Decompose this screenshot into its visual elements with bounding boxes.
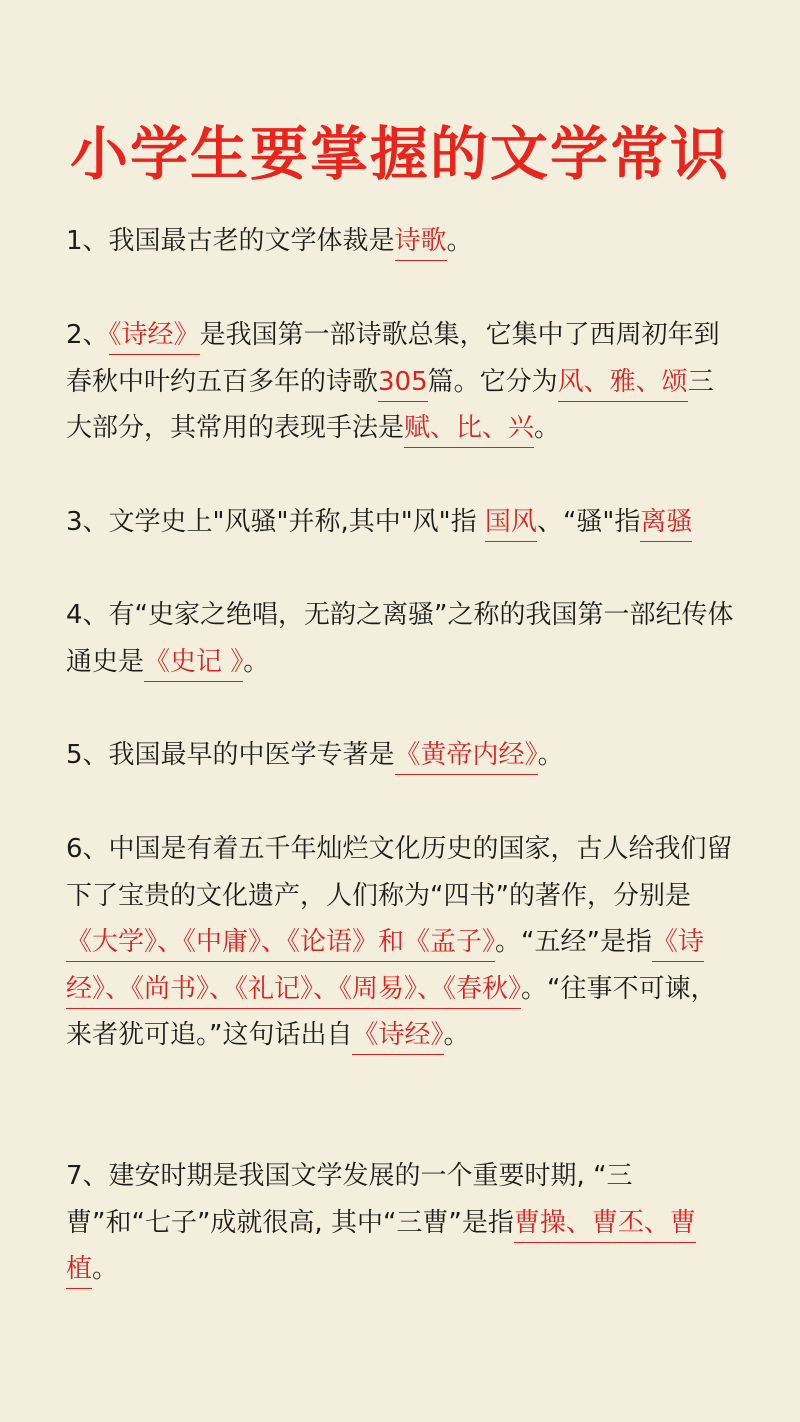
answer-highlight: 赋、比、兴 bbox=[404, 413, 534, 448]
answer-highlight: 曹操、曹丕、曹植 bbox=[66, 1208, 696, 1290]
knowledge-item-6 bbox=[66, 826, 736, 1059]
item-text: 。“往事不可谏，来者犹可追。”这句话出自 bbox=[66, 973, 717, 1050]
item-text: 5、我国最早的中医学专著是 bbox=[66, 740, 395, 770]
item-text: 2、 bbox=[66, 320, 109, 350]
knowledge-item-4 bbox=[66, 592, 736, 685]
knowledge-item-5 bbox=[66, 732, 736, 779]
answer-highlight: 国风 bbox=[485, 507, 537, 542]
item-text: 。 bbox=[443, 1020, 470, 1050]
item-text: 。 bbox=[92, 1254, 119, 1284]
knowledge-item-1 bbox=[66, 218, 736, 265]
knowledge-item-3 bbox=[66, 499, 736, 546]
answer-highlight: 风、雅、颂 bbox=[558, 367, 688, 402]
item-text: 6、中国是有着五千年灿烂文化历史的国家，古人给我们留下了宝贵的文化遗产，人们称为“四书”的著作，分别是 bbox=[66, 834, 733, 911]
item-text: 1、我国最古老的文学体裁是 bbox=[66, 226, 395, 256]
item-text: 3、文学史上"风骚"并称,其中"风"指 bbox=[66, 507, 485, 537]
knowledge-item-2 bbox=[66, 312, 736, 452]
item-text: 4、有“史家之绝唱，无韵之离骚”之称的我国第一部纪传体通史是 bbox=[66, 600, 734, 677]
answer-highlight: 《诗经》、《尚书》、《礼记》、《周易》、《春秋》 bbox=[66, 927, 704, 1009]
item-text: 三大部分，其常用的表现手法是 bbox=[66, 366, 714, 443]
answer-highlight: 305 bbox=[378, 367, 428, 402]
answer-highlight: 诗歌 bbox=[395, 226, 447, 261]
item-text: 。 bbox=[534, 413, 561, 443]
answer-highlight: 《黄帝内经》 bbox=[395, 740, 538, 775]
answer-highlight: 《诗经》 bbox=[109, 320, 200, 355]
answer-highlight: 《大学》、《中庸》、《论语》和《孟子》 bbox=[66, 927, 495, 962]
item-text: 篇。它分为 bbox=[427, 366, 558, 397]
answer-highlight: 《诗经》 bbox=[352, 1020, 443, 1055]
answer-highlight: 《史记 》 bbox=[144, 647, 243, 682]
item-text: 、“骚"指 bbox=[536, 507, 641, 537]
knowledge-item-7 bbox=[66, 1153, 736, 1293]
answer-highlight: 离骚 bbox=[640, 507, 692, 542]
article-title: 小学生要掌握的文学常识 bbox=[69, 120, 730, 188]
item-text: 。 bbox=[243, 646, 270, 677]
item-text: 7、建安时期是我国文学发展的一个重要时期, “三曹”和“七子”成就很高, 其中“三曹”是指 bbox=[66, 1161, 633, 1238]
item-text: 是我国第一部诗歌总集，它集中了西周初年到春秋中叶约五百多年的诗歌 bbox=[66, 320, 720, 397]
item-text: 。“五经”是指 bbox=[495, 927, 652, 957]
item-text: 。 bbox=[446, 226, 473, 256]
item-text: 。 bbox=[537, 740, 564, 770]
